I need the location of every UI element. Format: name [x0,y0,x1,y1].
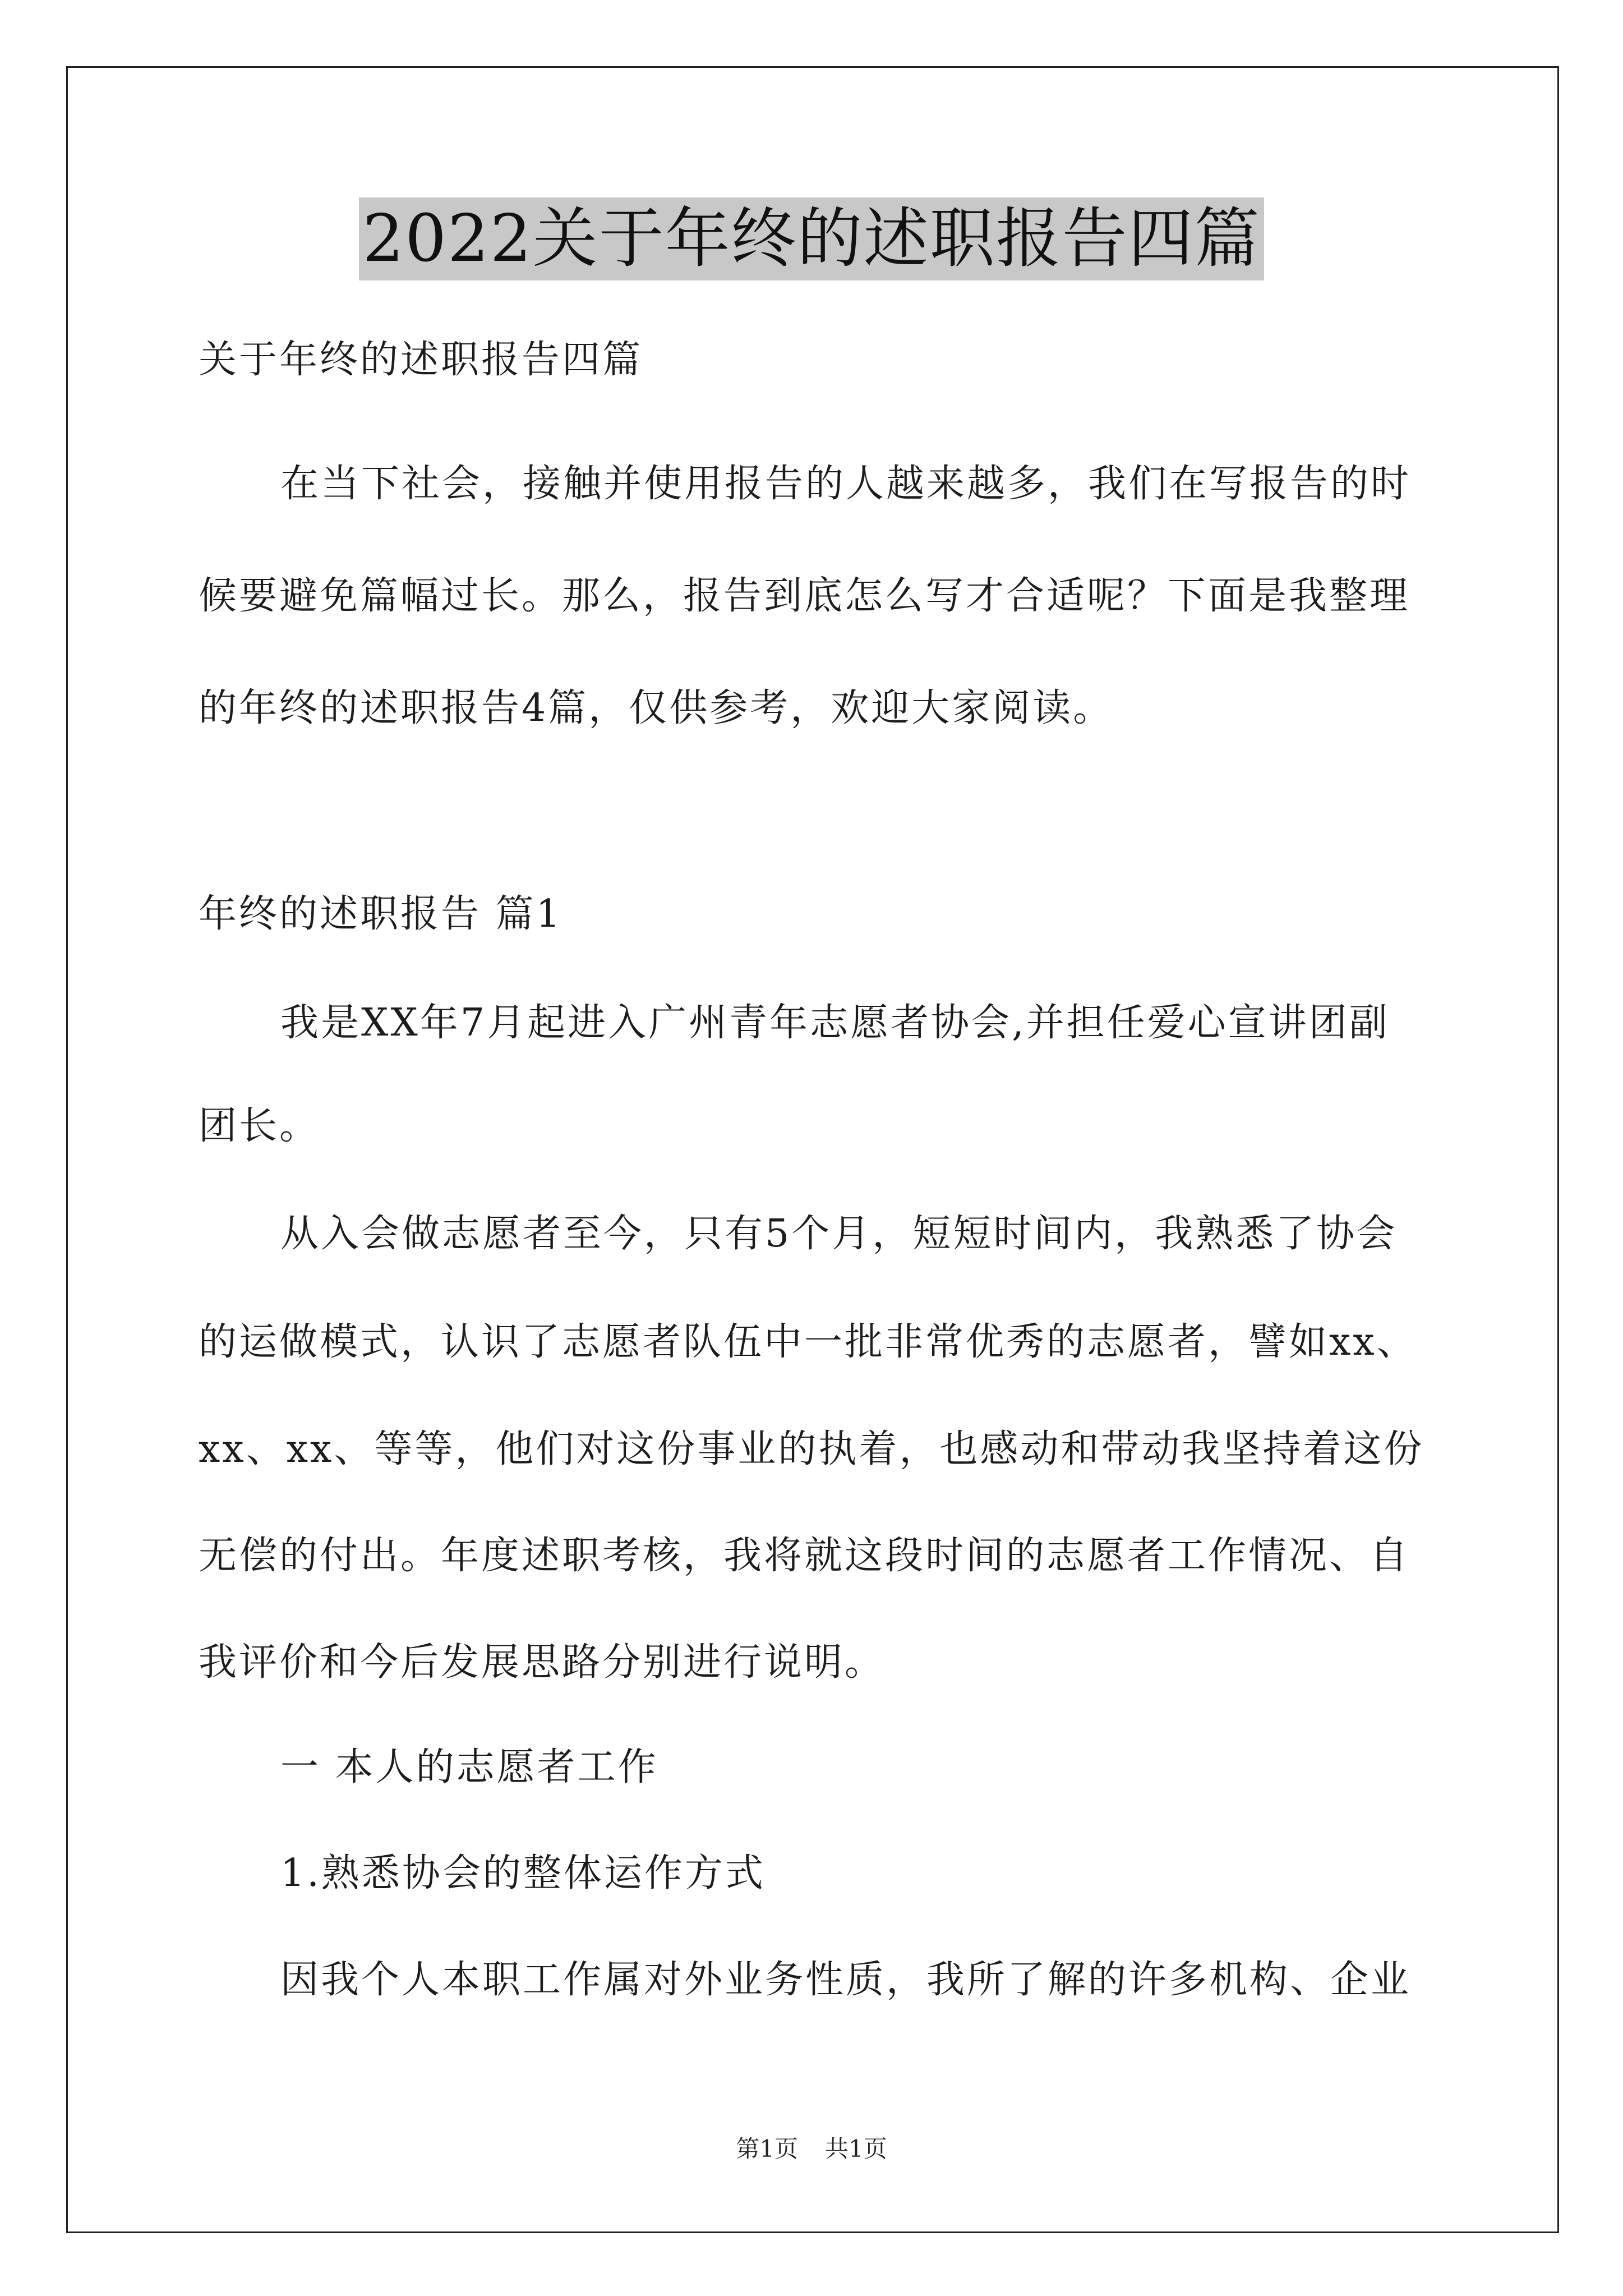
paragraph-line: 因我个人本职工作属对外业务性质，我所了解的许多机构、企业 [280,1958,1412,2002]
paragraph-line: xx、xx、等等，他们对这份事业的执着，也感动和带动我坚持着这份 [199,1427,1424,1471]
paragraph-line: 候要避免篇幅过长。那么，报告到底怎么写才合适呢？下面是我整理 [199,574,1410,618]
subsection-heading: 一 本人的志愿者工作 [280,1745,658,1789]
page-total: 共1页 [825,2135,887,2162]
paragraph-line: 的运做模式，认识了志愿者队伍中一批非常优秀的志愿者，譬如xx、 [199,1320,1417,1364]
paragraph-line: 我评价和今后发展思路分别进行说明。 [199,1640,886,1685]
document-title: 2022关于年终的述职报告四篇 [359,197,1264,280]
paragraph-line: 的年终的述职报告4篇，仅供参考，欢迎大家阅读。 [199,686,1114,730]
paragraph-line: 从入会做志愿者至今，只有5个月，短短时间内，我熟悉了协会 [280,1212,1398,1256]
subsection-heading: 1.熟悉协会的整体运作方式 [280,1851,766,1895]
paragraph-line: 无偿的付出。年度述职考核，我将就这段时间的志愿者工作情况、自 [199,1534,1410,1578]
page-border [66,66,1559,2233]
paragraph-line: 团长。 [199,1104,320,1148]
section-heading: 年终的述职报告 篇1 [199,892,562,936]
paragraph-line: 我是XX年7月起进入广州青年志愿者协会,并担任爱心宣讲团副 [280,1001,1390,1045]
subtitle-line: 关于年终的述职报告四篇 [199,338,643,382]
title-container [0,197,1623,280]
paragraph-line: 在当下社会，接触并使用报告的人越来越多，我们在写报告的时 [280,462,1412,506]
page-footer [0,2135,1623,2163]
page-number: 第1页 [736,2135,798,2162]
